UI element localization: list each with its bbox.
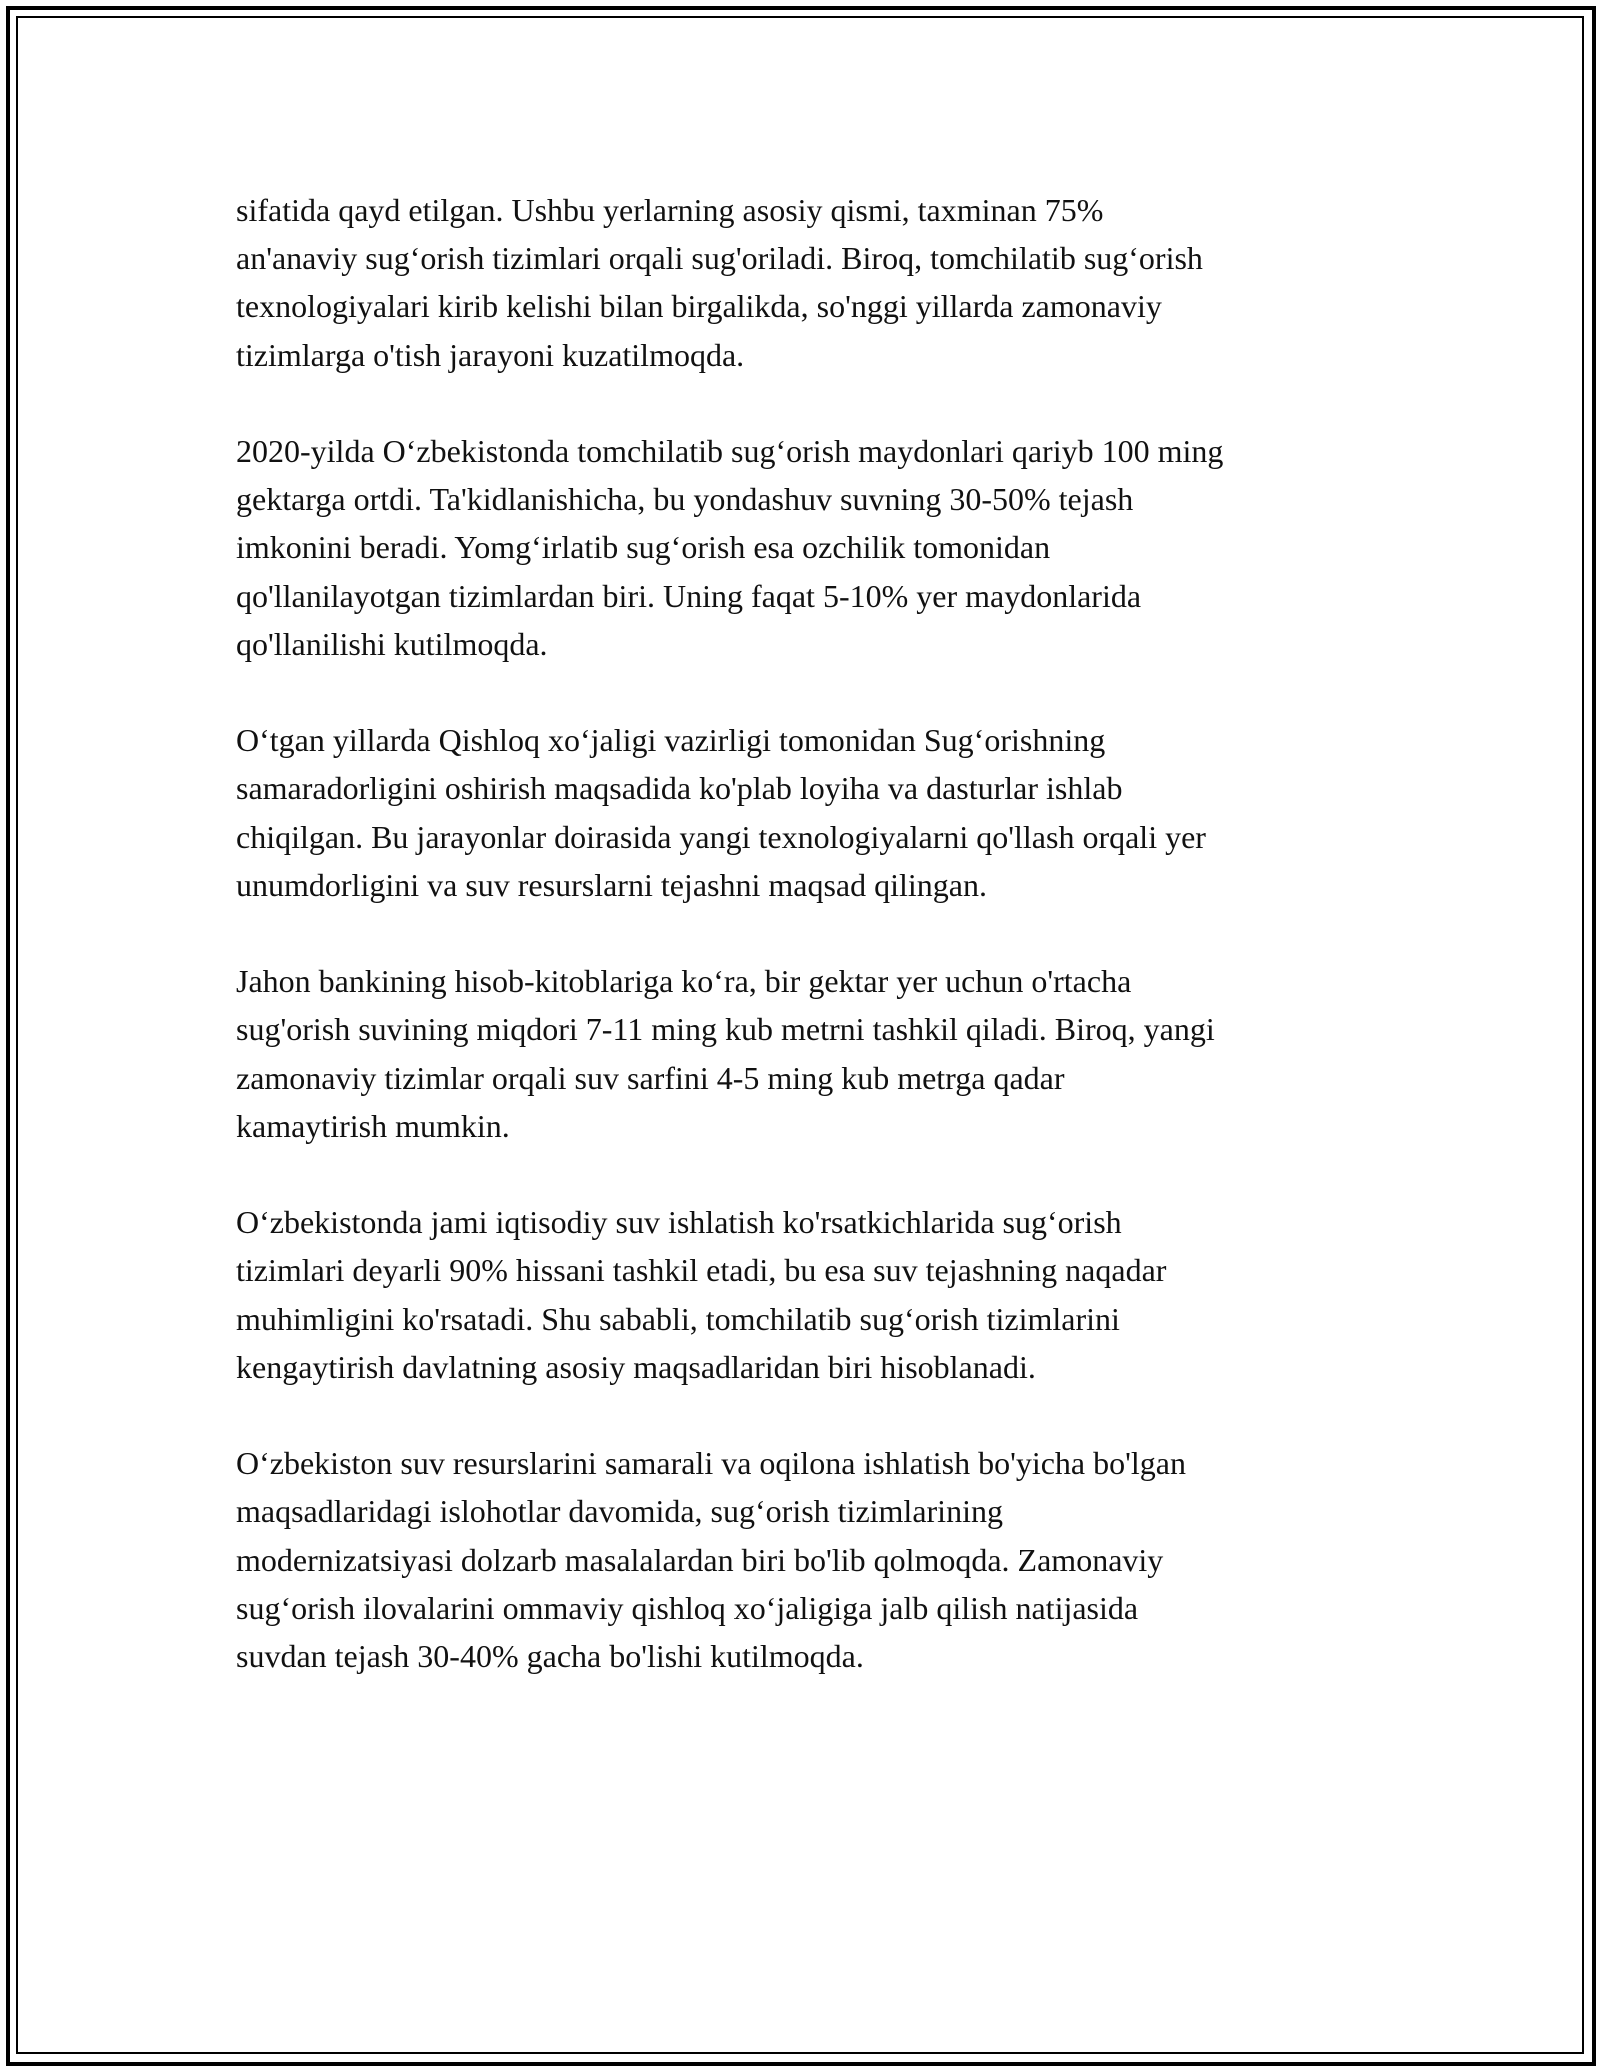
text-line: an'anaviy sug‘orish tizimlari orqali sug'oriladi. Biroq, tomchilatib sug‘orish bbox=[236, 240, 1203, 277]
text-line: kengaytirish davlatning asosiy maqsadlaridan biri hisoblanadi. bbox=[236, 1348, 1036, 1385]
text-line: modernizatsiyasi dolzarb masalalardan biri bo'lib qolmoqda. Zamonaviy bbox=[236, 1541, 1164, 1578]
text-line: muhimligini ko'rsatadi. Shu sababli, tomchilatib sug‘orish tizimlarini bbox=[236, 1300, 1120, 1337]
text-line: tizimlari deyarli 90% hissani tashkil etadi, bu esa suv tejashning naqadar bbox=[236, 1252, 1167, 1289]
text-line: qo'llanilishi kutilmoqda. bbox=[236, 625, 548, 662]
document-body bbox=[236, 186, 1396, 1728]
paragraph-4 bbox=[236, 957, 1396, 1150]
text-line: qo'llanilayotgan tizimlardan biri. Uning faqat 5-10% yer maydonlarida bbox=[236, 577, 1142, 614]
text-line: Jahon bankining hisob-kitoblariga ko‘ra, bir gektar yer uchun o'rtacha bbox=[236, 963, 1132, 1000]
text-line: chiqilgan. Bu jarayonlar doirasida yangi texnologiyalarni qo'llash orqali yer bbox=[236, 818, 1206, 855]
text-line: samaradorligini oshirish maqsadida ko'plab loyiha va dasturlar ishlab bbox=[236, 770, 1123, 807]
text-line: 2020-yilda O‘zbekistonda tomchilatib sug‘orish maydonlari qariyb 100 ming bbox=[236, 433, 1224, 469]
paragraph-5 bbox=[236, 1198, 1396, 1391]
text-line: O‘zbekiston suv resurslarini samarali va oqilona ishlatish bo'yicha bo'lgan bbox=[236, 1445, 1186, 1482]
text-line: sifatida qayd etilgan. Ushbu yerlarning asosiy qismi, taxminan 75% bbox=[236, 192, 1104, 228]
paragraph-1 bbox=[236, 186, 1396, 379]
text-line: imkonini beradi. Yomg‘irlatib sug‘orish esa ozchilik tomonidan bbox=[236, 529, 1051, 566]
text-line: sug‘orish ilovalarini ommaviy qishloq xo‘jaligiga jalb qilish natijasida bbox=[236, 1589, 1139, 1626]
text-line: maqsadlaridagi islohotlar davomida, sug‘orish tizimlarining bbox=[236, 1493, 1003, 1530]
paragraph-2 bbox=[236, 427, 1396, 668]
text-line: zamonaviy tizimlar orqali suv sarfini 4-5 ming kub metrga qadar bbox=[236, 1059, 1065, 1096]
text-line: sug'orish suvining miqdori 7-11 ming kub metrni tashkil qiladi. Biroq, yangi bbox=[236, 1011, 1215, 1048]
text-line: unumdorligini va suv resurslarni tejashni maqsad qilingan. bbox=[236, 866, 987, 903]
text-line: O‘zbekistonda jami iqtisodiy suv ishlatish ko'rsatkichlarida sug‘orish bbox=[236, 1204, 1122, 1241]
text-line: texnologiyalari kirib kelishi bilan birgalikda, so'nggi yillarda zamonaviy bbox=[236, 288, 1162, 325]
text-line: suvdan tejash 30-40% gacha bo'lishi kutilmoqda. bbox=[236, 1638, 864, 1675]
text-line: tizimlarga o'tish jarayoni kuzatilmoqda. bbox=[236, 336, 745, 373]
paragraph-3 bbox=[236, 716, 1396, 909]
text-line: kamaytirish mumkin. bbox=[236, 1107, 510, 1144]
paragraph-6 bbox=[236, 1439, 1396, 1680]
text-line: gektarga ortdi. Ta'kidlanishicha, bu yondashuv suvning 30-50% tejash bbox=[236, 481, 1134, 518]
text-line: O‘tgan yillarda Qishloq xo‘jaligi vazirligi tomonidan Sug‘orishning bbox=[236, 722, 1106, 759]
